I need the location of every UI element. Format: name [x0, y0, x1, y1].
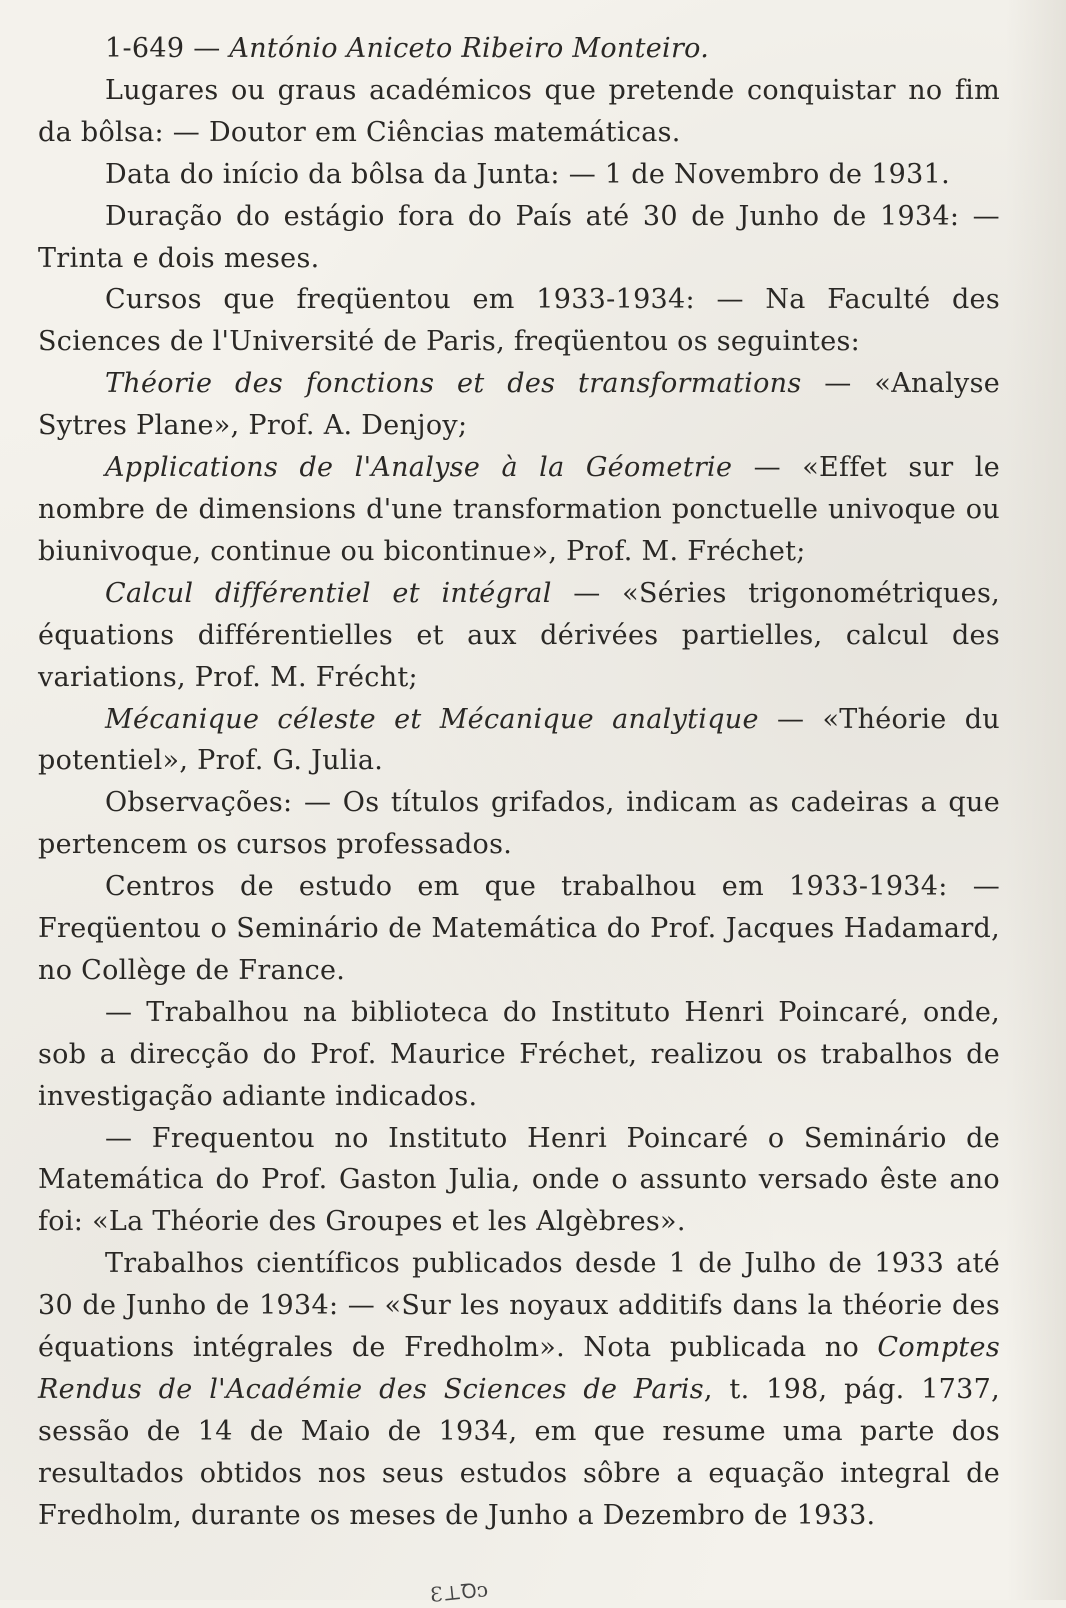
- paragraph-study-centres: Centros de estudo em que trabalhou em 1933-1934: — Freqüentou o Seminário de Matemática do Prof. Jacques Hadamard, no Collège de France.: [38, 871, 1000, 986]
- course-4-desc: — «Théorie du potentiel», Prof. G. Julia.: [38, 703, 1000, 777]
- paragraph-start-date: Data do início da bôlsa da Junta: — 1 de Novembro de 1931.: [105, 158, 950, 190]
- page-edge-shadow: [1006, 0, 1066, 1600]
- course-4-title: Mécanique céleste et Mécanique analytique: [105, 703, 759, 735]
- paragraph-library: — Trabalhou na biblioteca do Instituto Henri Poincaré, onde, sob a direcção do Prof. Maurice Fréchet, realizou os trabalhos de investigação adiante indicados.: [38, 996, 1000, 1112]
- entry-id: 1-649: [105, 33, 185, 64]
- paragraph-duration: Duração do estágio fora do País até 30 de Junho de 1934: — Trinta e dois meses.: [38, 200, 1000, 274]
- publications-text-b: , t. 198, pág. 1737, sessão de 14 de Maio de 1934, em que resume uma parte dos resultados obtidos nos seus estudos sôbre a equação integral de Fredholm, durante os meses de Junho a Dezembro de 1933.: [38, 1374, 1000, 1531]
- paragraph-publications: [38, 1243, 1000, 1536]
- course-1: [38, 363, 1000, 447]
- course-2-desc: — «Effet sur le nombre de dimensions d'une transformation ponctuelle univoque ou biunivoque, continue ou bicontinue», Prof. M. Fréchet;: [38, 452, 1000, 567]
- paragraph-courses-intro: Cursos que freqüentou em 1933-1934: — Na Faculté des Sciences de l'Université de Paris, freqüentou os seguintes:: [38, 284, 1000, 358]
- paragraph-degrees: Lugares ou graus académicos que pretende conquistar no fim da bôlsa: — Doutor em Ciências matemáticas.: [38, 74, 1000, 148]
- course-1-desc: — «Analyse Sytres Plane», Prof. A. Denjoy;: [38, 368, 1001, 442]
- paragraph-observations: Observações: — Os títulos grifados, indicam as cadeiras a que pertencem os cursos professados.: [38, 787, 1000, 861]
- publications-journal: Comptes Rendus de l'Académie des Sciences de Paris: [38, 1332, 1000, 1405]
- paragraph-seminar: — Frequentou no Instituto Henri Poincaré o Seminário de Matemática do Prof. Gaston Julia, onde o assunto versado êste ano foi: «La Théorie des Groupes et les Algèbres».: [38, 1122, 1000, 1238]
- course-3-desc: — «Séries trigonométriques, équations différentielles et aux dérivées partielles, calcul des variations, Prof. M. Frécht;: [38, 577, 1000, 693]
- course-2: [38, 447, 1000, 573]
- entry-name: António Aniceto Ribeiro Monteiro.: [229, 33, 710, 64]
- publications-text-a: Trabalhos científicos publicados desde 1 de Julho de 1933 até 30 de Junho de 1934: — «Sur les noyaux additifs dans la théorie des équations intégrales de Fredholm». Nota publicada no: [38, 1248, 1000, 1364]
- footer-handwritten-mark: Ɛ⊥Ꝺᴐ: [428, 1577, 490, 1607]
- course-3: [38, 573, 1000, 699]
- entry-heading: 1-649 — António Aniceto Ribeiro Monteiro.: [105, 33, 710, 64]
- course-3-title: Calcul différentiel et intégral: [105, 577, 552, 609]
- course-2-title: Applications de l'Analyse à la Géometrie: [105, 452, 733, 484]
- body-text: [38, 28, 1000, 1537]
- course-1-title: Théorie des fonctions et des transformations: [105, 368, 802, 400]
- course-4: [38, 699, 1000, 783]
